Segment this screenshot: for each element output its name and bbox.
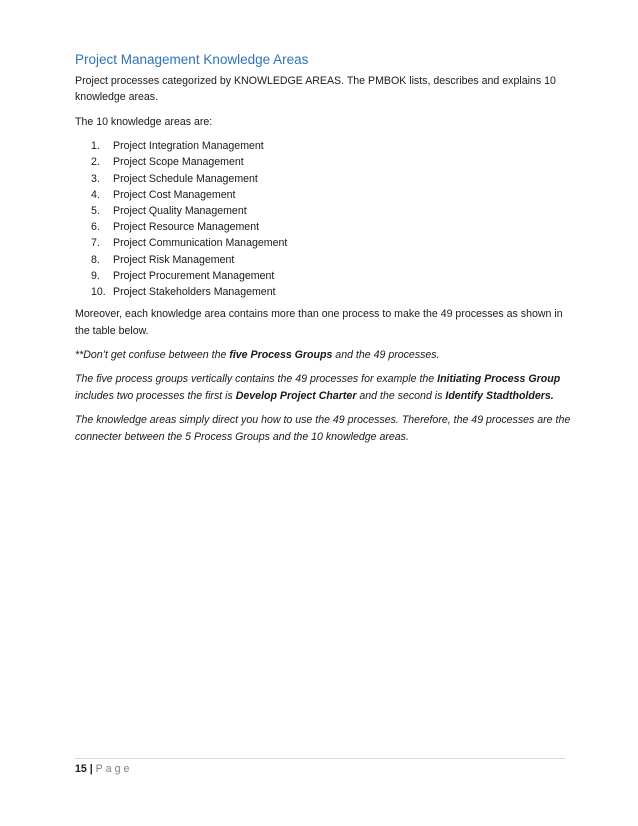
emphasis-develop-charter: Develop Project Charter <box>235 389 357 402</box>
list-item-label: Project Integration Management <box>113 140 264 153</box>
note-text: and the 49 processes. <box>332 349 440 362</box>
moreover-paragraph: Moreover, each knowledge area contains more than one process to make the 49 processes as shown in the table below. <box>75 308 563 337</box>
list-item-label: Project Schedule Management <box>113 172 258 185</box>
list-item-label: Project Communication Management <box>113 237 288 250</box>
list-item-label: Project Cost Management <box>113 188 236 201</box>
note-text: **Don’t get confuse between the <box>75 349 230 362</box>
footer-separator: | <box>89 763 93 775</box>
list-item-number: 3. <box>91 172 100 185</box>
list-item-label: Project Risk Management <box>113 253 235 266</box>
emphasis-identify-stakeholders: Identify Stadtholders. <box>445 389 554 402</box>
list-item <box>75 138 575 154</box>
list-lead-paragraph: The 10 knowledge areas are: <box>75 115 213 128</box>
note-paragraph <box>75 347 575 363</box>
list-item-label: Project Resource Management <box>113 221 260 234</box>
page-number: 15 <box>75 763 87 775</box>
list-item <box>75 154 575 170</box>
emphasis-initiating-group: Initiating Process Group <box>437 373 561 386</box>
list-item <box>75 252 575 268</box>
list-item-number: 4. <box>91 188 100 201</box>
paragraph-text: includes two processes the first is <box>75 389 236 402</box>
list-item-label: Project Quality Management <box>113 205 247 218</box>
process-groups-paragraph <box>75 371 575 404</box>
list-item-number: 1. <box>91 140 100 153</box>
list-item <box>75 203 575 219</box>
list-item-label: Project Stakeholders Management <box>113 286 276 299</box>
intro-paragraph: Project processes categorized by KNOWLEDGE AREAS. The PMBOK lists, describes and explains 10 knowledge areas. <box>75 75 556 104</box>
list-item <box>75 171 575 187</box>
closing-paragraph: The knowledge areas simply direct you how to use the 49 processes. Therefore, the 49 processes are the connecter between the 5 Process Groups and the 10 knowledge areas. <box>75 414 571 443</box>
list-item-number: 8. <box>91 253 100 266</box>
list-item-number: 7. <box>91 237 100 250</box>
page-content <box>75 51 575 453</box>
list-item <box>75 268 575 284</box>
page-word: Page <box>95 763 133 775</box>
list-item-label: Project Scope Management <box>113 156 244 169</box>
list-item-number: 2. <box>91 156 100 169</box>
section-heading: Project Management Knowledge Areas <box>75 52 309 67</box>
list-item-number: 9. <box>91 269 100 282</box>
list-item <box>75 284 575 300</box>
page-footer <box>75 762 132 776</box>
paragraph-text: The five process groups vertically contains the 49 processes for example the <box>75 373 438 386</box>
list-item <box>75 187 575 203</box>
list-item <box>75 235 575 251</box>
knowledge-areas-list <box>75 138 575 300</box>
list-item-label: Project Procurement Management <box>113 269 275 282</box>
list-item-number: 5. <box>91 205 100 218</box>
list-item-number: 6. <box>91 221 100 234</box>
note-emphasis: five Process Groups <box>229 349 333 362</box>
list-item-number: 10. <box>91 286 106 299</box>
footer-divider <box>75 758 565 759</box>
list-item <box>75 219 575 235</box>
paragraph-text: and the second is <box>356 389 446 402</box>
